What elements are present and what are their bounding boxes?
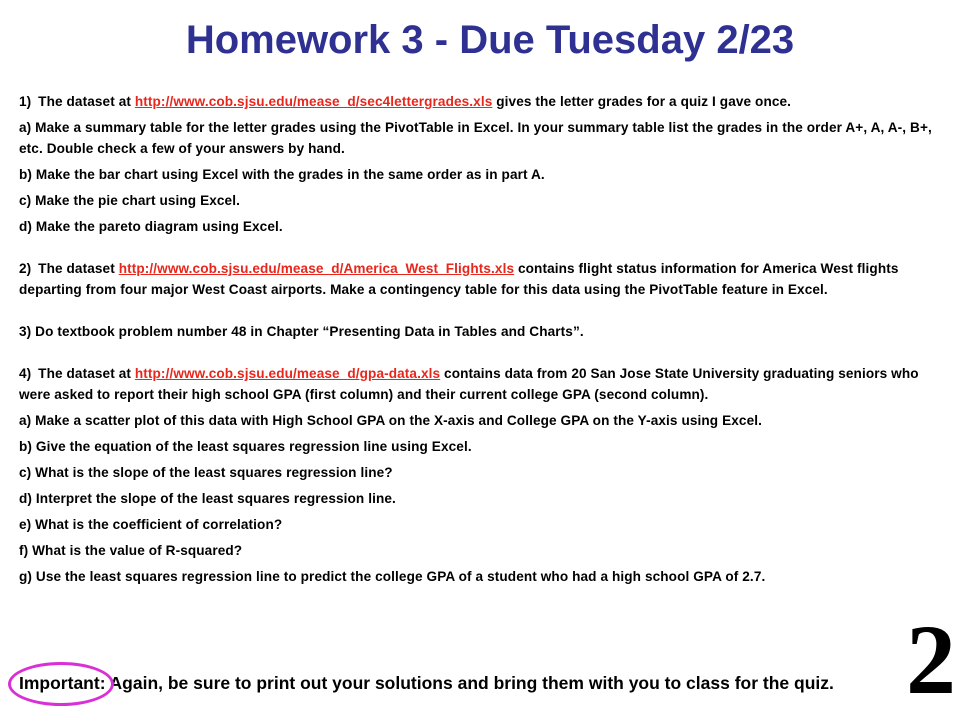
q1-intro xyxy=(19,91,939,112)
q4-part-g: g) Use the least squares regression line to predict the college GPA of a student who had a high school GPA of 2.7. xyxy=(19,569,766,584)
q4-part-e: e) What is the coefficient of correlation? xyxy=(19,517,283,532)
homework-body xyxy=(19,91,939,587)
important-note xyxy=(19,673,834,694)
q1-prefix: 1) The dataset at xyxy=(19,94,135,109)
important-label: Important: xyxy=(19,673,106,693)
q4-suffix: contains data from 20 San Jose State University graduating seniors who were asked to report their high school GPA (first column) and their current college GPA (second column). xyxy=(19,366,919,402)
q2-dataset-link[interactable]: http://www.cob.sjsu.edu/mease_d/America_West_Flights.xls xyxy=(118,261,515,276)
q1-part-c: c) Make the pie chart using Excel. xyxy=(19,193,240,208)
q2-intro xyxy=(19,258,939,300)
q3-text: 3) Do textbook problem number 48 in Chapter “Presenting Data in Tables and Charts”. xyxy=(19,324,584,339)
highlight-circle xyxy=(8,662,114,706)
q2-suffix: contains flight status information for America West flights departing from four major West Coast airports. Make a contingency table for this data using the PivotTable feature in Excel. xyxy=(19,261,899,297)
q4-prefix: 4) The dataset at xyxy=(19,366,135,381)
q4-intro xyxy=(19,363,939,405)
q4-part-f: f) What is the value of R-squared? xyxy=(19,543,243,558)
q4-part-c: c) What is the slope of the least squares regression line? xyxy=(19,465,393,480)
q1-suffix: gives the letter grades for a quiz I gave once. xyxy=(492,94,792,109)
q1-part-d: d) Make the pareto diagram using Excel. xyxy=(19,219,283,234)
q1-part-a: a) Make a summary table for the letter grades using the PivotTable in Excel. In your summary table list the grades in the order A+, A, A-, B+, etc. Double check a few of your answers by hand. xyxy=(19,120,932,156)
q4-part-d: d) Interpret the slope of the least squares regression line. xyxy=(19,491,396,506)
q1-part-b: b) Make the bar chart using Excel with the grades in the same order as in part A. xyxy=(19,167,545,182)
important-text: Again, be sure to print out your solutions and bring them with you to class for the quiz. xyxy=(109,673,834,693)
page-number: 2 xyxy=(906,604,956,715)
q4-part-b: b) Give the equation of the least squares regression line using Excel. xyxy=(19,439,472,454)
q2-prefix: 2) The dataset xyxy=(19,261,119,276)
page-title: Homework 3 - Due Tuesday 2/23 xyxy=(185,18,795,62)
q4-dataset-link[interactable]: http://www.cob.sjsu.edu/mease_d/gpa-data.xls xyxy=(134,366,441,381)
q4-part-a: a) Make a scatter plot of this data with High School GPA on the X-axis and College GPA on the Y-axis using Excel. xyxy=(19,413,762,428)
q1-dataset-link[interactable]: http://www.cob.sjsu.edu/mease_d/sec4lettergrades.xls xyxy=(134,94,493,109)
